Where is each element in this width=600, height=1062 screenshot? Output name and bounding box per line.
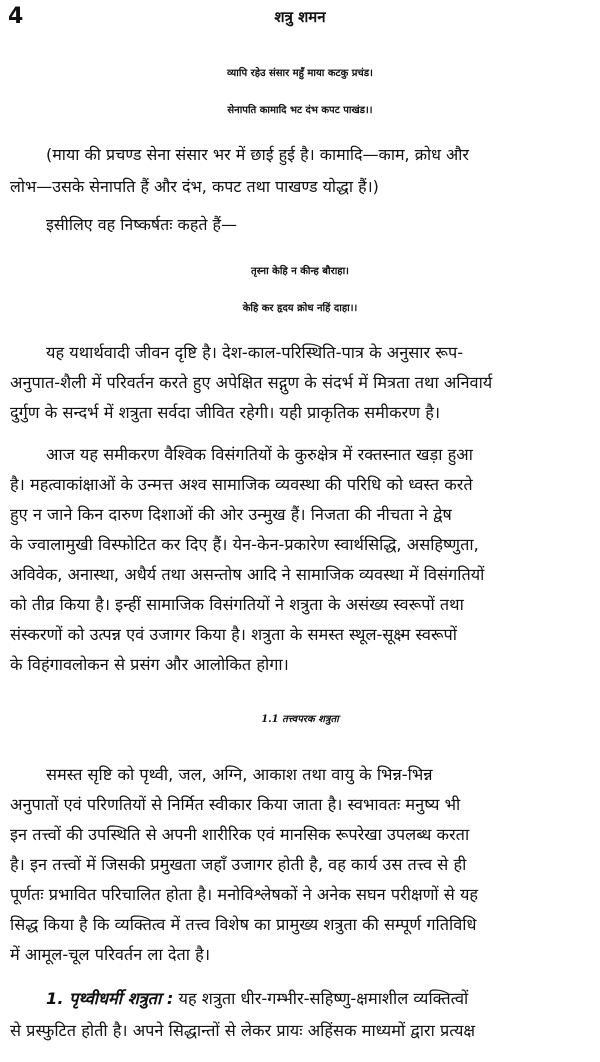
paragraph-line: अनुपातों एवं परिणतियों से निर्मित स्वीकार किया जाता है। स्वभावतः मनुष्य भी: [10, 795, 461, 814]
page-header: [0, 4, 600, 32]
verse-line: केहि कर हृदय क्रोध नहिं दाहा।।: [242, 303, 358, 314]
paragraph-line: अविवेक, अनास्था, अधैर्य तथा असन्तोष आदि ने सामाजिक व्यवस्था में विसंगतियों: [10, 565, 485, 584]
translation-line: (माया की प्रचण्ड सेना संसार भर में छाई हुई है। कामादि—काम, क्रोध और: [46, 145, 469, 164]
paragraph-text: यह शत्रुता धीर-गम्भीर-सहिष्णु-क्षमाशील व्यक्तित्वों: [173, 989, 469, 1008]
paragraph-line: सिद्ध किया है कि व्यक्तित्व में तत्त्व विशेष का प्रामुख्य शत्रुता की सम्पूर्ण गतिविधि: [10, 915, 477, 934]
paragraph-line: अनुपात-शैली में परिवर्तन करते हुए अपेक्षित सद्गुण के संदर्भ में मित्रता तथा अनिवार्य: [10, 373, 493, 392]
subsection-lead: 1. पृथ्वीधर्मी शत्रुता :: [46, 989, 174, 1008]
paragraph-line: के ज्वालामुखी विस्फोटित कर दिए हैं। येन-केन-प्रकारेण स्वार्थसिद्धि, असहिष्णुता,: [10, 535, 479, 554]
verse-line: तृस्ना केहि न कीन्ह बौराहा।: [251, 266, 349, 277]
running-title: शत्रु शमन: [274, 8, 326, 26]
paragraph-line: हुए न जाने किन दारुण दिशाओं की ओर उन्मुख हैं। निजता की नीचता ने द्वेष: [10, 505, 452, 524]
paragraph-line: यह यथार्थवादी जीवन दृष्टि है। देश-काल-परिस्थिति-पात्र के अनुसार रूप-: [46, 343, 464, 362]
paragraph-line: संस्करणों को उत्पन्न एवं उजागर किया है। शत्रुता के समस्त स्थूल-सूक्ष्म स्वरूपों: [10, 625, 458, 644]
page-number: 4: [8, 4, 24, 29]
paragraph-line: [46, 984, 468, 1014]
section-heading: 1.1 तत्त्वपरक शत्रुता: [261, 714, 339, 725]
paragraph-line: समस्त सृष्टि को पृथ्वी, जल, अग्नि, आकाश तथा वायु के भिन्न-भिन्न: [46, 765, 433, 784]
paragraph-line: इन तत्त्वों की उपस्थिति से अपनी शारीरिक एवं मानसिक रूपरेखा उपलब्ध करता: [10, 825, 470, 844]
paragraph-line: है। इन तत्त्वों में जिसकी प्रमुखता जहाँ उजागर होती है, वह कार्य उस तत्त्व से ही: [10, 855, 467, 874]
paragraph-line: है। महत्वाकांक्षाओं के उन्मत्त अश्व सामाजिक व्यवस्था की परिधि को ध्वस्त करते: [10, 475, 473, 494]
paragraph-line: से प्रस्फुटित होती है। अपने सिद्धान्तों से लेकर प्रायः अहिंसक माध्यमों द्वारा प्रत्यक्ष: [10, 1021, 476, 1040]
paragraph-line: आज यह समीकरण वैश्विक विसंगतियों के कुरुक्षेत्र में रक्तस्नात खड़ा हुआ: [46, 445, 473, 464]
paragraph-line: को तीव्र किया है। इन्हीं सामाजिक विसंगतियों ने शत्रुता के असंख्य स्वरूपों तथा: [10, 595, 464, 614]
paragraph-line: में आमूल-चूल परिवर्तन ला देता है।: [10, 945, 210, 964]
paragraph-line: दुर्गुण के सन्दर्भ में शत्रुता सर्वदा जीवित रहेगी। यही प्राकृतिक समीकरण है।: [10, 403, 441, 422]
verse-line: व्यापि रहेउ संसार महुँ माया कटकु प्रचंड।: [227, 68, 373, 79]
paragraph-line: पूर्णतः प्रभावित परिचालित होता है। मनोविश्लेषकों ने अनेक सघन परीक्षणों से यह: [10, 885, 479, 904]
paragraph-line: के विहंगावलोकन से प्रसंग और आलोकित होगा।: [10, 655, 289, 674]
intro-line: इसीलिए वह निष्कर्षतः कहते हैं—: [46, 215, 238, 234]
translation-line: लोभ—उसके सेनापति हैं और दंभ, कपट तथा पाखण्ड योद्धा हैं।): [10, 177, 379, 196]
verse-line: सेनापति कामादि भट दंभ कपट पाखंड।।: [227, 105, 373, 116]
